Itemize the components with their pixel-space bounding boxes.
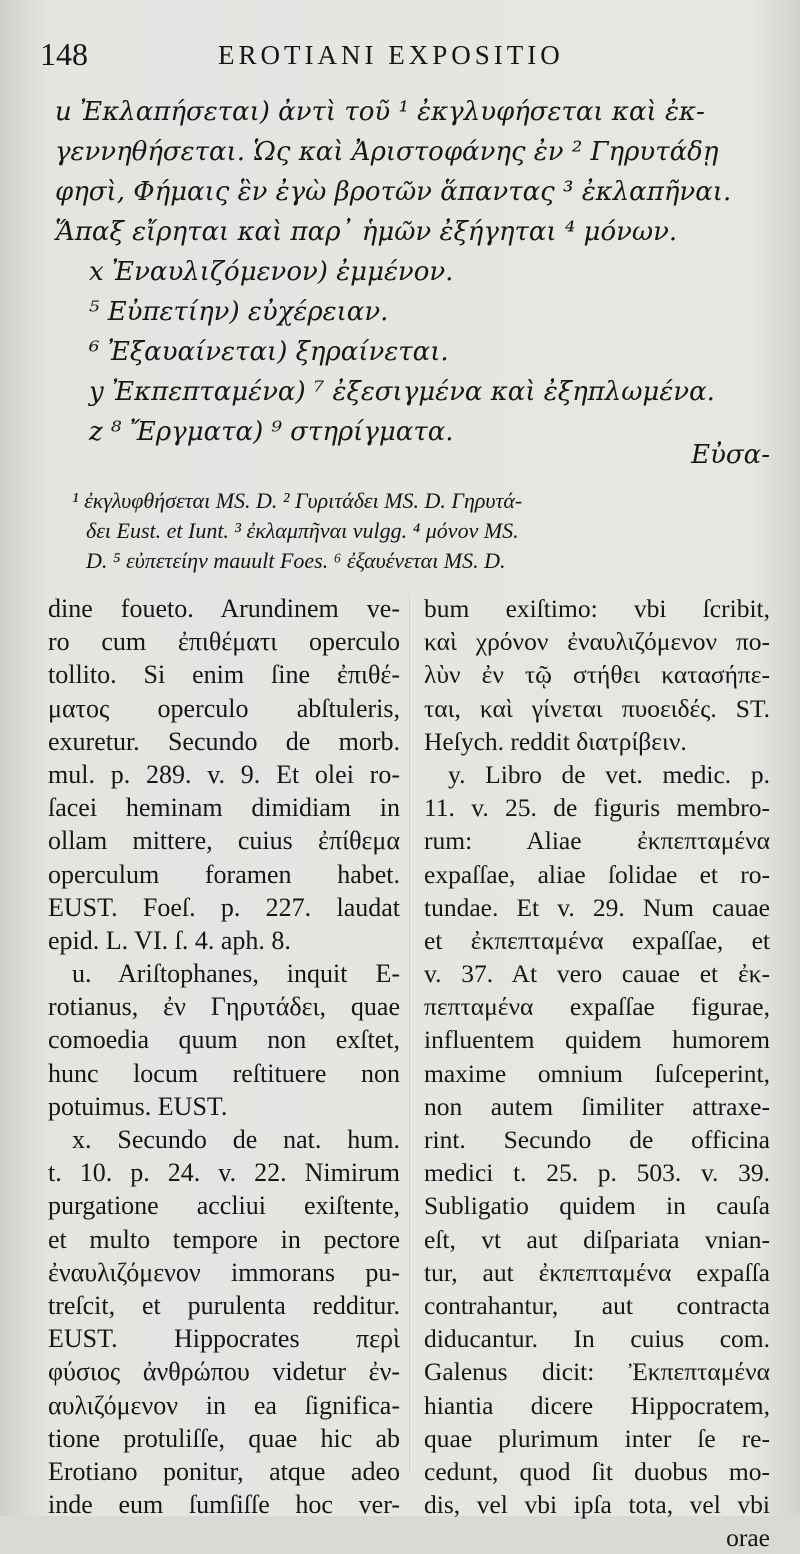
text-line: ται, καὶ γίνεται πυοειδές. ST. <box>424 693 770 723</box>
footnote-line: ¹ ἐκγλυφθήσεται MS. D. ² Γυριτάδει MS. D. Γηρυτά- <box>72 488 523 513</box>
text-line: αυλιζόμενον in ea ſignifica- <box>48 1390 400 1420</box>
text-line: maxime omnium ſuſceperint, <box>424 1058 770 1088</box>
glossary-line: y Ἐκπεπταμένα) ⁷ ἐξεσιγμένα καὶ ἐξηπλωμένα. <box>89 377 715 407</box>
text-line: bum exiſtimo: vbi ſcribit, <box>424 594 770 623</box>
text-line: purgatione accliui exiſtente, <box>48 1191 400 1221</box>
catchword-bottom: orae <box>726 1523 770 1553</box>
text-line: non autem ſimiliter attraxe- <box>424 1091 770 1121</box>
text-line: x. Secundo de nat. hum. <box>72 1125 400 1154</box>
text-line: cedunt, quod ſit duobus mo- <box>424 1456 770 1486</box>
text-line: Erotiano ponitur, atque adeo <box>48 1456 400 1486</box>
text-line: EUST. Hippocrates περὶ <box>48 1324 400 1354</box>
text-line: dine foueto. Arundinem ve- <box>48 594 400 623</box>
text-line: 11. v. 25. de figuris membro- <box>424 793 770 823</box>
text-line: t. 10. p. 24. v. 22. Nimirum <box>48 1158 400 1188</box>
text-line: φύσιος ἀνθρώπου videtur ἐν- <box>48 1357 400 1387</box>
glossary-line: φησὶ, Φήμαις ἓν ἐγὼ βροτῶν ἅπαντας ³ ἐκλαπῆναι. <box>55 177 732 207</box>
glossary-line: ⁶ Ἐξαυαίνεται) ξηραίνεται. <box>89 337 449 367</box>
text-line: diducantur. In cuius com. <box>424 1324 770 1354</box>
text-line: hiantia dicere Hippocratem, <box>424 1390 770 1420</box>
text-line: v. 37. At vero cauae et ἐκ- <box>424 959 770 989</box>
greek-glossary <box>55 92 778 452</box>
text-line: exuretur. Secundo de morb. <box>48 726 400 756</box>
text-line: καὶ χρόνον ἐναυλιζόμενον πο- <box>424 627 770 657</box>
glossary-line: x Ἐναυλιζόμενον) ἐμμένον. <box>89 257 454 287</box>
text-line: contrahantur, aut contracta <box>424 1290 770 1320</box>
glossary-line: Ἅπαξ εἴρηται καὶ παρ᾽ ἡμῶν ἐξήγηται ⁴ μόνων. <box>55 217 678 247</box>
text-line: dis, vel vbi ipſa tota, vel vbi <box>424 1490 770 1520</box>
glossary-line: γεννηθήσεται. Ὡς καὶ Ἀριστοφάνης ἐν ² Γηρυτάδῃ <box>55 137 719 167</box>
footnote-line: D. ⁵ εὐπετείην mauult Foes. ⁶ ἐξαυένεται MS. D. <box>86 548 506 573</box>
page-header <box>40 34 770 78</box>
glossary-line: z ⁸ Ἔργματα) ⁹ στηρίγματα. <box>89 417 454 447</box>
text-line: ro cum ἐπιθέματι operculo <box>48 627 400 657</box>
text-line: ματος operculo abſtuleris, <box>48 693 400 723</box>
text-line: epid. L. VI. ſ. 4. aph. 8. <box>48 925 291 955</box>
column-gutter <box>409 594 410 1474</box>
text-line: mul. p. 289. v. 9. Et olei ro- <box>48 759 400 789</box>
text-line: quae plurimum inter ſe re- <box>424 1423 770 1453</box>
catchword-top: Εὐσα- <box>691 440 770 470</box>
text-line: Subligatio quidem in cauſa <box>424 1191 770 1221</box>
glossary-line: ⁵ Εὐπετίην) εὐχέρειαν. <box>89 297 389 327</box>
footnotes <box>72 486 774 576</box>
text-line: Galenus dicit: Ἐκπεπταμένα <box>424 1357 770 1387</box>
text-line: πεπταμένα expaſſae figurae, <box>424 992 770 1022</box>
text-line: operculum foramen habet. <box>48 859 400 889</box>
right-column <box>424 592 770 1554</box>
text-line: medici t. 25. p. 503. v. 39. <box>424 1158 770 1188</box>
text-line: influentem quidem humorem <box>424 1025 770 1055</box>
text-line: inde eum ſumſiſſe hoc ver- <box>48 1490 400 1520</box>
glossary-line: u Ἐκλαπήσεται) ἀντὶ τοῦ ¹ ἐκγλυφήσεται καὶ ἐκ- <box>55 97 705 127</box>
text-line: ollam mittere, cuius ἐπίθεμα <box>48 826 400 856</box>
footnote-line: δει Eust. et Iunt. ³ ἐκλαμπῆναι vulgg. ⁴ μόνον MS. <box>86 518 519 543</box>
text-line: tione protuliſſe, quae hic ab <box>48 1423 400 1453</box>
text-line: tur, aut ἐκπεπταμένα expaſſa <box>424 1257 770 1287</box>
text-line: rum: Aliae ἐκπεπταμένα <box>424 826 770 856</box>
text-line: y. Libro de vet. medic. p. <box>448 759 770 789</box>
text-line: u. Ariſtophanes, inquit E- <box>72 959 400 989</box>
left-column <box>48 592 400 1521</box>
text-line: tundae. Et v. 29. Num cauae <box>424 892 770 922</box>
text-line: et multo tempore in pectore <box>48 1224 400 1254</box>
text-line: hunc locum reſtituere non <box>48 1058 400 1088</box>
text-line: rotianus, ἐν Γηρυτάδει, quae <box>48 992 400 1022</box>
running-title: EROTIANI EXPOSITIO <box>218 40 564 70</box>
text-line: Heſych. reddit διατρίβειν. <box>424 726 687 756</box>
text-line: expaſſae, aliae ſolidae et ro- <box>424 859 770 889</box>
text-line: potuimus. EUST. <box>48 1091 228 1121</box>
text-line: EUST. Foeſ. p. 227. laudat <box>48 892 400 922</box>
text-line: et ἐκπεπταμένα expaſſae, et <box>424 925 770 955</box>
text-line: eſt, vt aut diſpariata vnian- <box>424 1224 770 1254</box>
text-line: ἐναυλιζόμενον immorans pu- <box>48 1257 400 1287</box>
page-number: 148 <box>40 36 88 72</box>
text-line: rint. Secundo de officina <box>424 1125 770 1154</box>
text-line: treſcit, et purulenta redditur. <box>48 1290 400 1320</box>
text-line: λὺν ἐν τῷ στήθει κατασήπε- <box>424 660 770 690</box>
text-line: comoedia quum non exſtet, <box>48 1025 400 1055</box>
text-line: ſacei heminam dimidiam in <box>48 793 400 823</box>
text-line: tollito. Si enim ſine ἐπιθέ- <box>48 660 400 690</box>
